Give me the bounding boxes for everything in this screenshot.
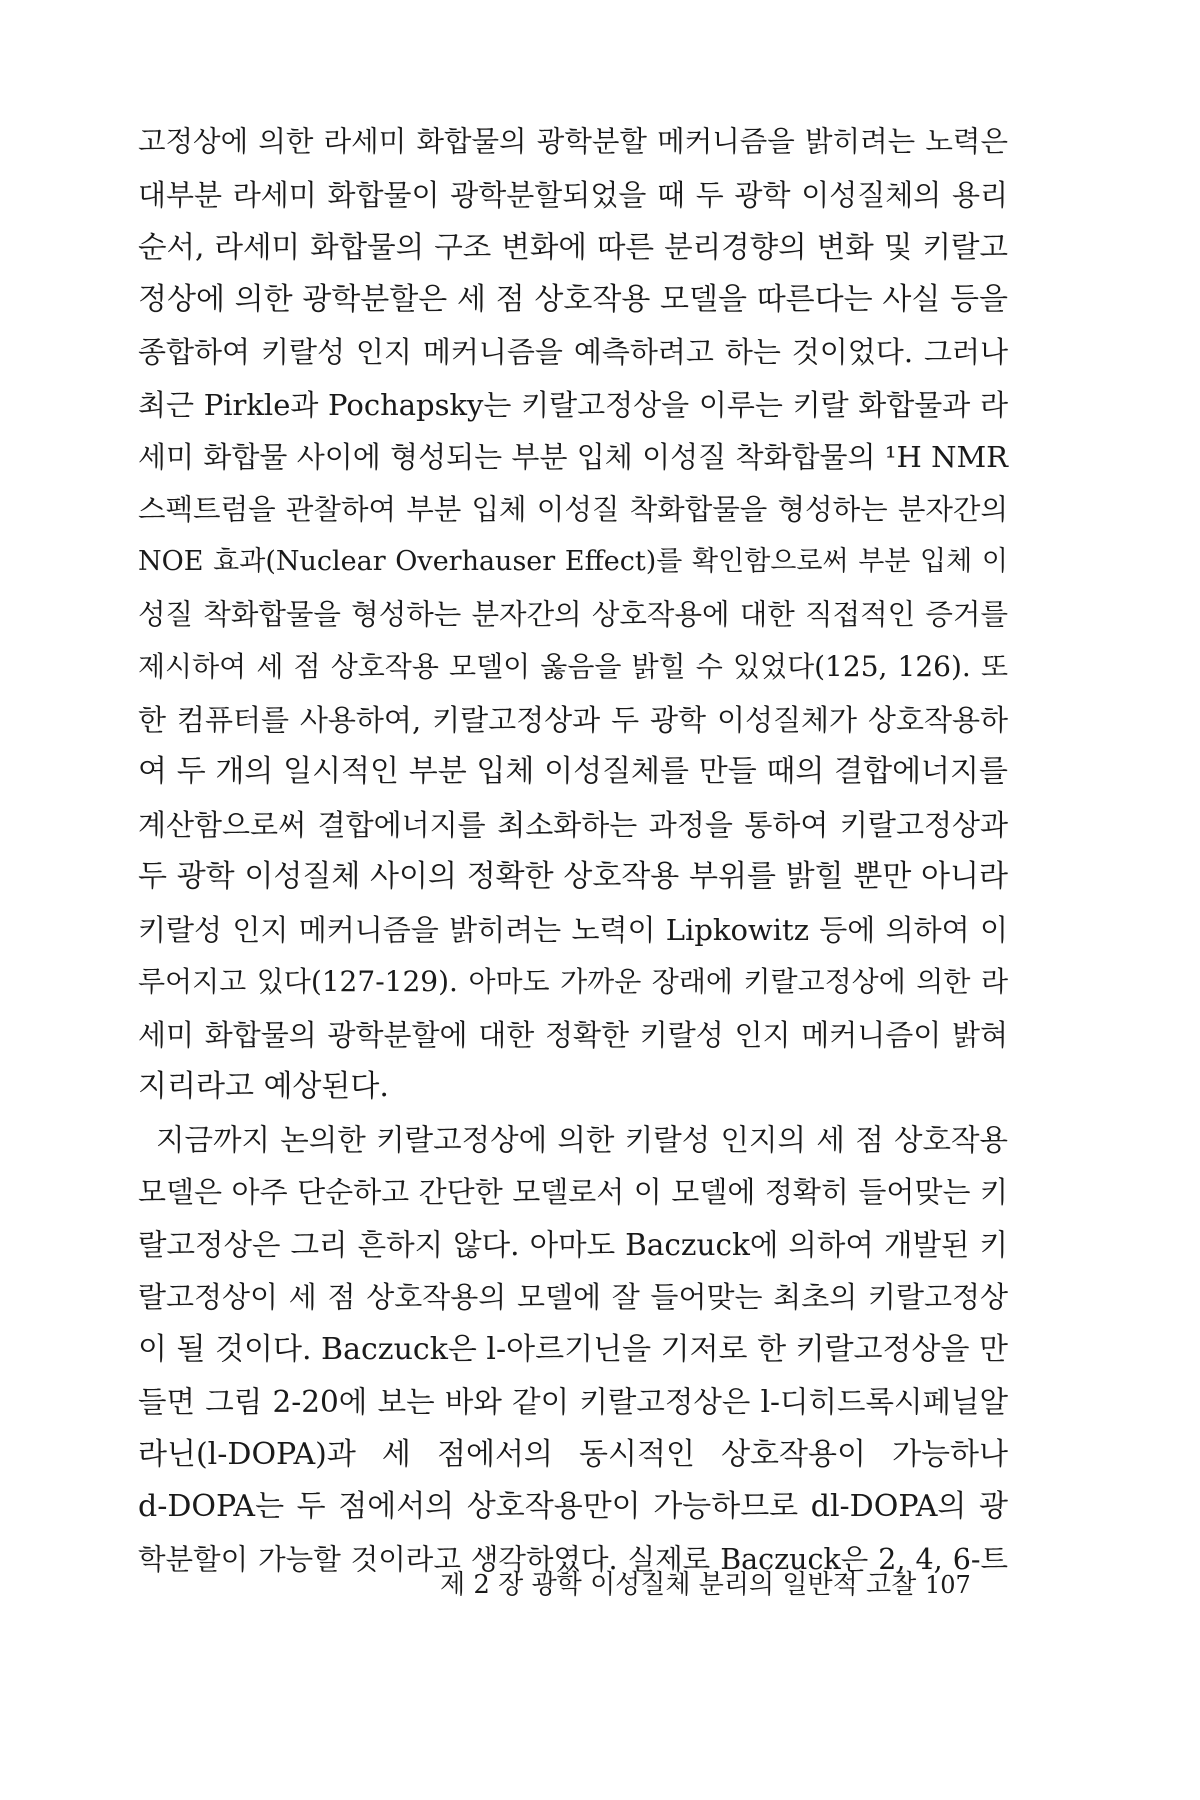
- text-line: 루어지고 있다(127-129). 아마도 가까운 장래에 키랄고정상에 의한 라: [138, 965, 1008, 998]
- chapter-title: 제 2 장 광학 이성질체 분리의 일반적 고찰: [440, 1570, 917, 1600]
- text-line: 계산함으로써 결합에너지를 최소화하는 과정을 통하여 키랄고정상과: [138, 807, 1008, 842]
- text-line: 지금까지 논의한 키랄고정상에 의한 키랄성 인지의 세 점 상호작용: [156, 1122, 1008, 1157]
- text-line: 세미 화합물의 광학분할에 대한 정확한 키랄성 인지 메커니즘이 밝혀: [138, 1017, 1008, 1052]
- text-line: d-DOPA는 두 점에서의 상호작용만이 가능하므로 dl-DOPA의 광: [138, 1489, 1008, 1524]
- text-line: 대부분 라세미 화합물이 광학분할되었을 때 두 광학 이성질체의 용리: [138, 177, 1008, 212]
- text-line: 성질 착화합물을 형성하는 분자간의 상호작용에 대한 직접적인 증거를: [138, 597, 1008, 631]
- text-line: 세미 화합물 사이에 형성되는 부분 입체 이성질 착화합물의 ¹H NMR: [138, 440, 1008, 474]
- text-line: 이 될 것이다. Baczuck은 l-아르기닌을 기저로 한 키랄고정상을 만: [138, 1331, 1008, 1367]
- text-line: 여 두 개의 일시적인 부분 입체 이성질체를 만들 때의 결합에너지를: [138, 754, 1008, 789]
- body-text: [138, 116, 1008, 1586]
- text-line: 키랄성 인지 메커니즘을 밝히려는 노력이 Lipkowitz 등에 의하여 이: [138, 912, 1008, 947]
- text-line: 제시하여 세 점 상호작용 모델이 옳음을 밝힐 수 있었다(125, 126). 또: [138, 650, 1008, 683]
- paragraph-2: [138, 1114, 1008, 1587]
- text-line: NOE 효과(Nuclear Overhauser Effect)를 확인함으로써 부분 입체 이: [138, 546, 1008, 577]
- text-line: 두 광학 이성질체 사이의 정확한 상호작용 부위를 밝힐 뿐만 아니라: [138, 859, 1008, 894]
- text-line: 최근 Pirkle과 Pochapsky는 키랄고정상을 이루는 키랄 화합물과 라: [138, 387, 1008, 422]
- text-line: 랄고정상이 세 점 상호작용의 모델에 잘 들어맞는 최초의 키랄고정상: [138, 1280, 1008, 1314]
- page-footer: [0, 1565, 1200, 1605]
- page-number: 107: [925, 1571, 971, 1599]
- text-line: 한 컴퓨터를 사용하여, 키랄고정상과 두 광학 이성질체가 상호작용하: [138, 702, 1008, 737]
- text-line: 라닌(l-DOPA)과 세 점에서의 동시적인 상호작용이 가능하나: [138, 1436, 1008, 1472]
- text-line: 고정상에 의한 라세미 화합물의 광학분할 메커니즘을 밝히려는 노력은: [138, 125, 1008, 158]
- text-line: 지리라고 예상된다.: [138, 1069, 389, 1104]
- text-line: 종합하여 키랄성 인지 메커니즘을 예측하려고 하는 것이었다. 그러나: [138, 335, 1008, 369]
- text-line: 모델은 아주 단순하고 간단한 모델로서 이 모델에 정확히 들어맞는 키: [138, 1175, 1008, 1209]
- text-line: 스펙트럼을 관찰하여 부분 입체 이성질 착화합물을 형성하는 분자간의: [138, 492, 1008, 526]
- paragraph-1: [138, 116, 1008, 1114]
- text-line: 학분할이 가능할 것이라고 생각하였다. 실제로 Baczuck은 2, 4, 6-트: [138, 1542, 1008, 1576]
- text-line: 순서, 라세미 화합물의 구조 변화에 따른 분리경향의 변화 및 키랄고: [138, 230, 1008, 264]
- text-line: 정상에 의한 광학분할은 세 점 상호작용 모델을 따른다는 사실 등을: [138, 281, 1008, 317]
- text-line: 들면 그림 2-20에 보는 바와 같이 키랄고정상은 l-디히드록시페닐알: [138, 1385, 1008, 1419]
- text-line: 랄고정상은 그리 흔하지 않다. 아마도 Baczuck에 의하여 개발된 키: [138, 1227, 1008, 1262]
